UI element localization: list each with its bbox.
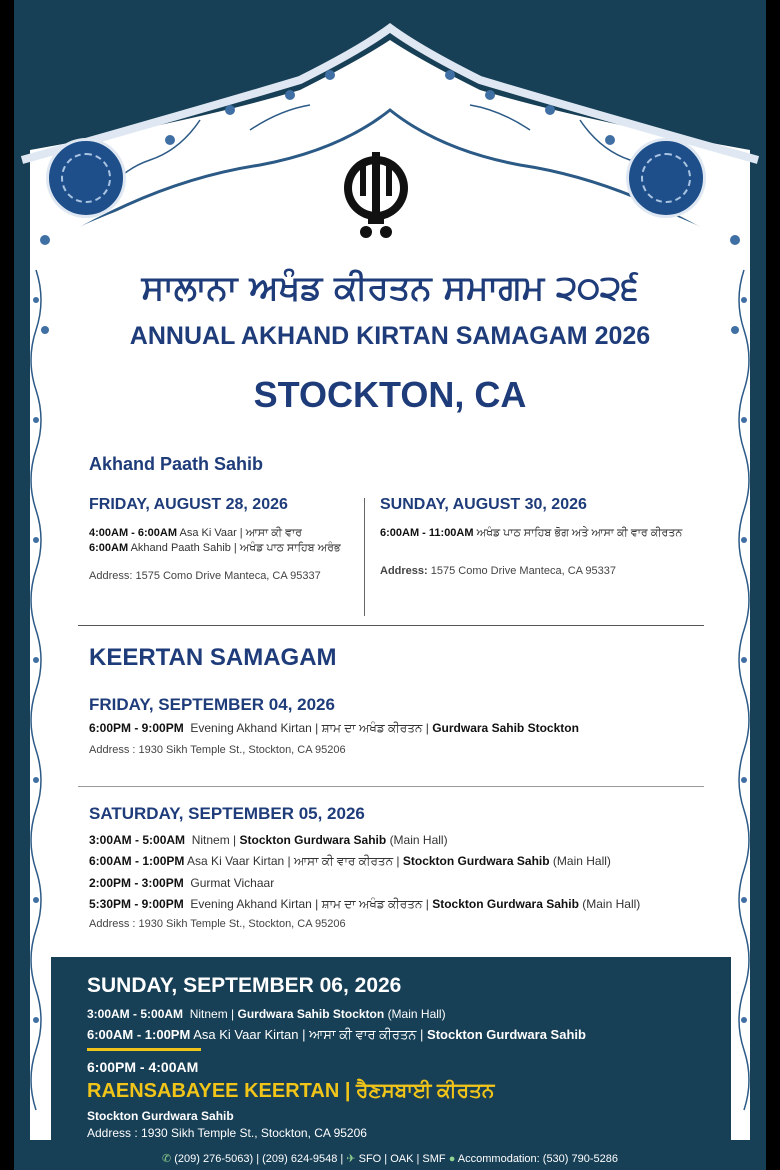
address-text: Address: 1575 Como Drive Manteca, CA 95337 — [89, 570, 321, 582]
schedule-line: 6:00AM - 1:00PM Asa Ki Vaar Kirtan | ਆਸਾ ਕੀ ਵਾਰ ਕੀਰਤਨ | Stockton Gurdwara Sahib (Main Hall) — [89, 854, 611, 868]
phone-numbers: (209) 276-5063) | (209) 624-9548 | — [174, 1153, 344, 1165]
left-medallion-ornament — [46, 138, 126, 218]
schedule-line: 3:00AM - 5:00AM Nitnem | Stockton Gurdwara Sahib (Main Hall) — [89, 833, 448, 847]
schedule-line: 6:00PM - 9:00PM Evening Akhand Kirtan | ਸ਼ਾਮ ਦਾ ਅਖੰਡ ਕੀਰਤਨ | Gurdwara Sahib Stockton — [89, 721, 579, 735]
raensabayee-time: 6:00PM - 4:00AM — [87, 1059, 199, 1075]
address-text: Address : 1930 Sikh Temple St., Stockton, CA 95206 — [89, 744, 346, 756]
schedule-line: 6:00AM - 11:00AM ਅਖੰਡ ਪਾਠ ਸਾਹਿਬ ਭੋਗ ਅਤੇ ਆਸਾ ਕੀ ਵਾਰ ਕੀਰਤਨ — [380, 527, 683, 539]
friday-sep-day: FRIDAY, SEPTEMBER 04, 2026 — [89, 695, 335, 714]
saturday-sep-day: SATURDAY, SEPTEMBER 05, 2026 — [89, 804, 365, 823]
location-pin-icon: ● — [448, 1153, 456, 1165]
column-divider — [364, 498, 365, 616]
gurmukhi-title: ਸਾਲਾਨਾ ਅਖੰਡ ਕੀਰਤਨ ਸਮਾਗਮ ੨੦੨੬ — [141, 268, 639, 308]
address-text: Address: 1575 Como Drive Manteca, CA 95337 — [380, 565, 617, 577]
keertan-samagam-heading: KEERTAN SAMAGAM — [89, 644, 337, 671]
venue-name: Stockton Gurdwara Sahib — [87, 1109, 234, 1123]
schedule-line: 5:30PM - 9:00PM Evening Akhand Kirtan | ਸ਼ਾਮ ਦਾ ਅਖੰਡ ਕੀਰਤਨ | Stockton Gurdwara Sahib (Main Hall) — [89, 897, 641, 911]
section-divider — [78, 786, 704, 787]
gold-underline — [87, 1048, 201, 1051]
schedule-line: 2:00PM - 3:00PM Gurmat Vichaar — [89, 876, 275, 890]
address-text: Address : 1930 Sikh Temple St., Stockton, CA 95206 — [89, 918, 346, 930]
english-title: ANNUAL AKHAND KIRTAN SAMAGAM 2026 — [129, 322, 651, 350]
schedule-line: 6:00AM Akhand Paath Sahib | ਅਖੰਡ ਪਾਠ ਸਾਹਿਬ ਅਰੰਭ — [89, 542, 341, 554]
khanda-emblem-icon — [338, 148, 414, 240]
airports-list: SFO | OAK | SMF — [358, 1153, 446, 1165]
sunday-sep-day: SUNDAY, SEPTEMBER 06, 2026 — [87, 974, 402, 997]
akhand-paath-heading: Akhand Paath Sahib — [89, 454, 264, 474]
contact-footer — [0, 1152, 780, 1165]
city-title: STOCKTON, CA — [253, 374, 527, 415]
accommodation-contact: Accommodation: (530) 790-5286 — [457, 1153, 619, 1165]
section-divider — [78, 625, 704, 626]
address-text: Address : 1930 Sikh Temple St., Stockton, CA 95206 — [87, 1126, 367, 1140]
phone-icon: ✆ — [161, 1153, 172, 1165]
plane-icon: ✈ — [346, 1153, 356, 1165]
schedule-line: 4:00AM - 6:00AM Asa Ki Vaar | ਆਸਾ ਕੀ ਵਾਰ — [89, 527, 302, 539]
sunday-aug-day: SUNDAY, AUGUST 30, 2026 — [380, 496, 587, 513]
schedule-line: 6:00AM - 1:00PM Asa Ki Vaar Kirtan | ਆਸਾ ਕੀ ਵਾਰ ਕੀਰਤਨ | Stockton Gurdwara Sahib — [87, 1027, 586, 1042]
schedule-line: 3:00AM - 5:00AM Nitnem | Gurdwara Sahib Stockton (Main Hall) — [87, 1007, 446, 1021]
raensabayee-title: RAENSABAYEE KEERTAN | ਰੈਣਸਬਾਈ ਕੀਰਤਨ — [87, 1080, 495, 1102]
right-medallion-ornament — [626, 138, 706, 218]
friday-aug-day: FRIDAY, AUGUST 28, 2026 — [89, 496, 288, 513]
